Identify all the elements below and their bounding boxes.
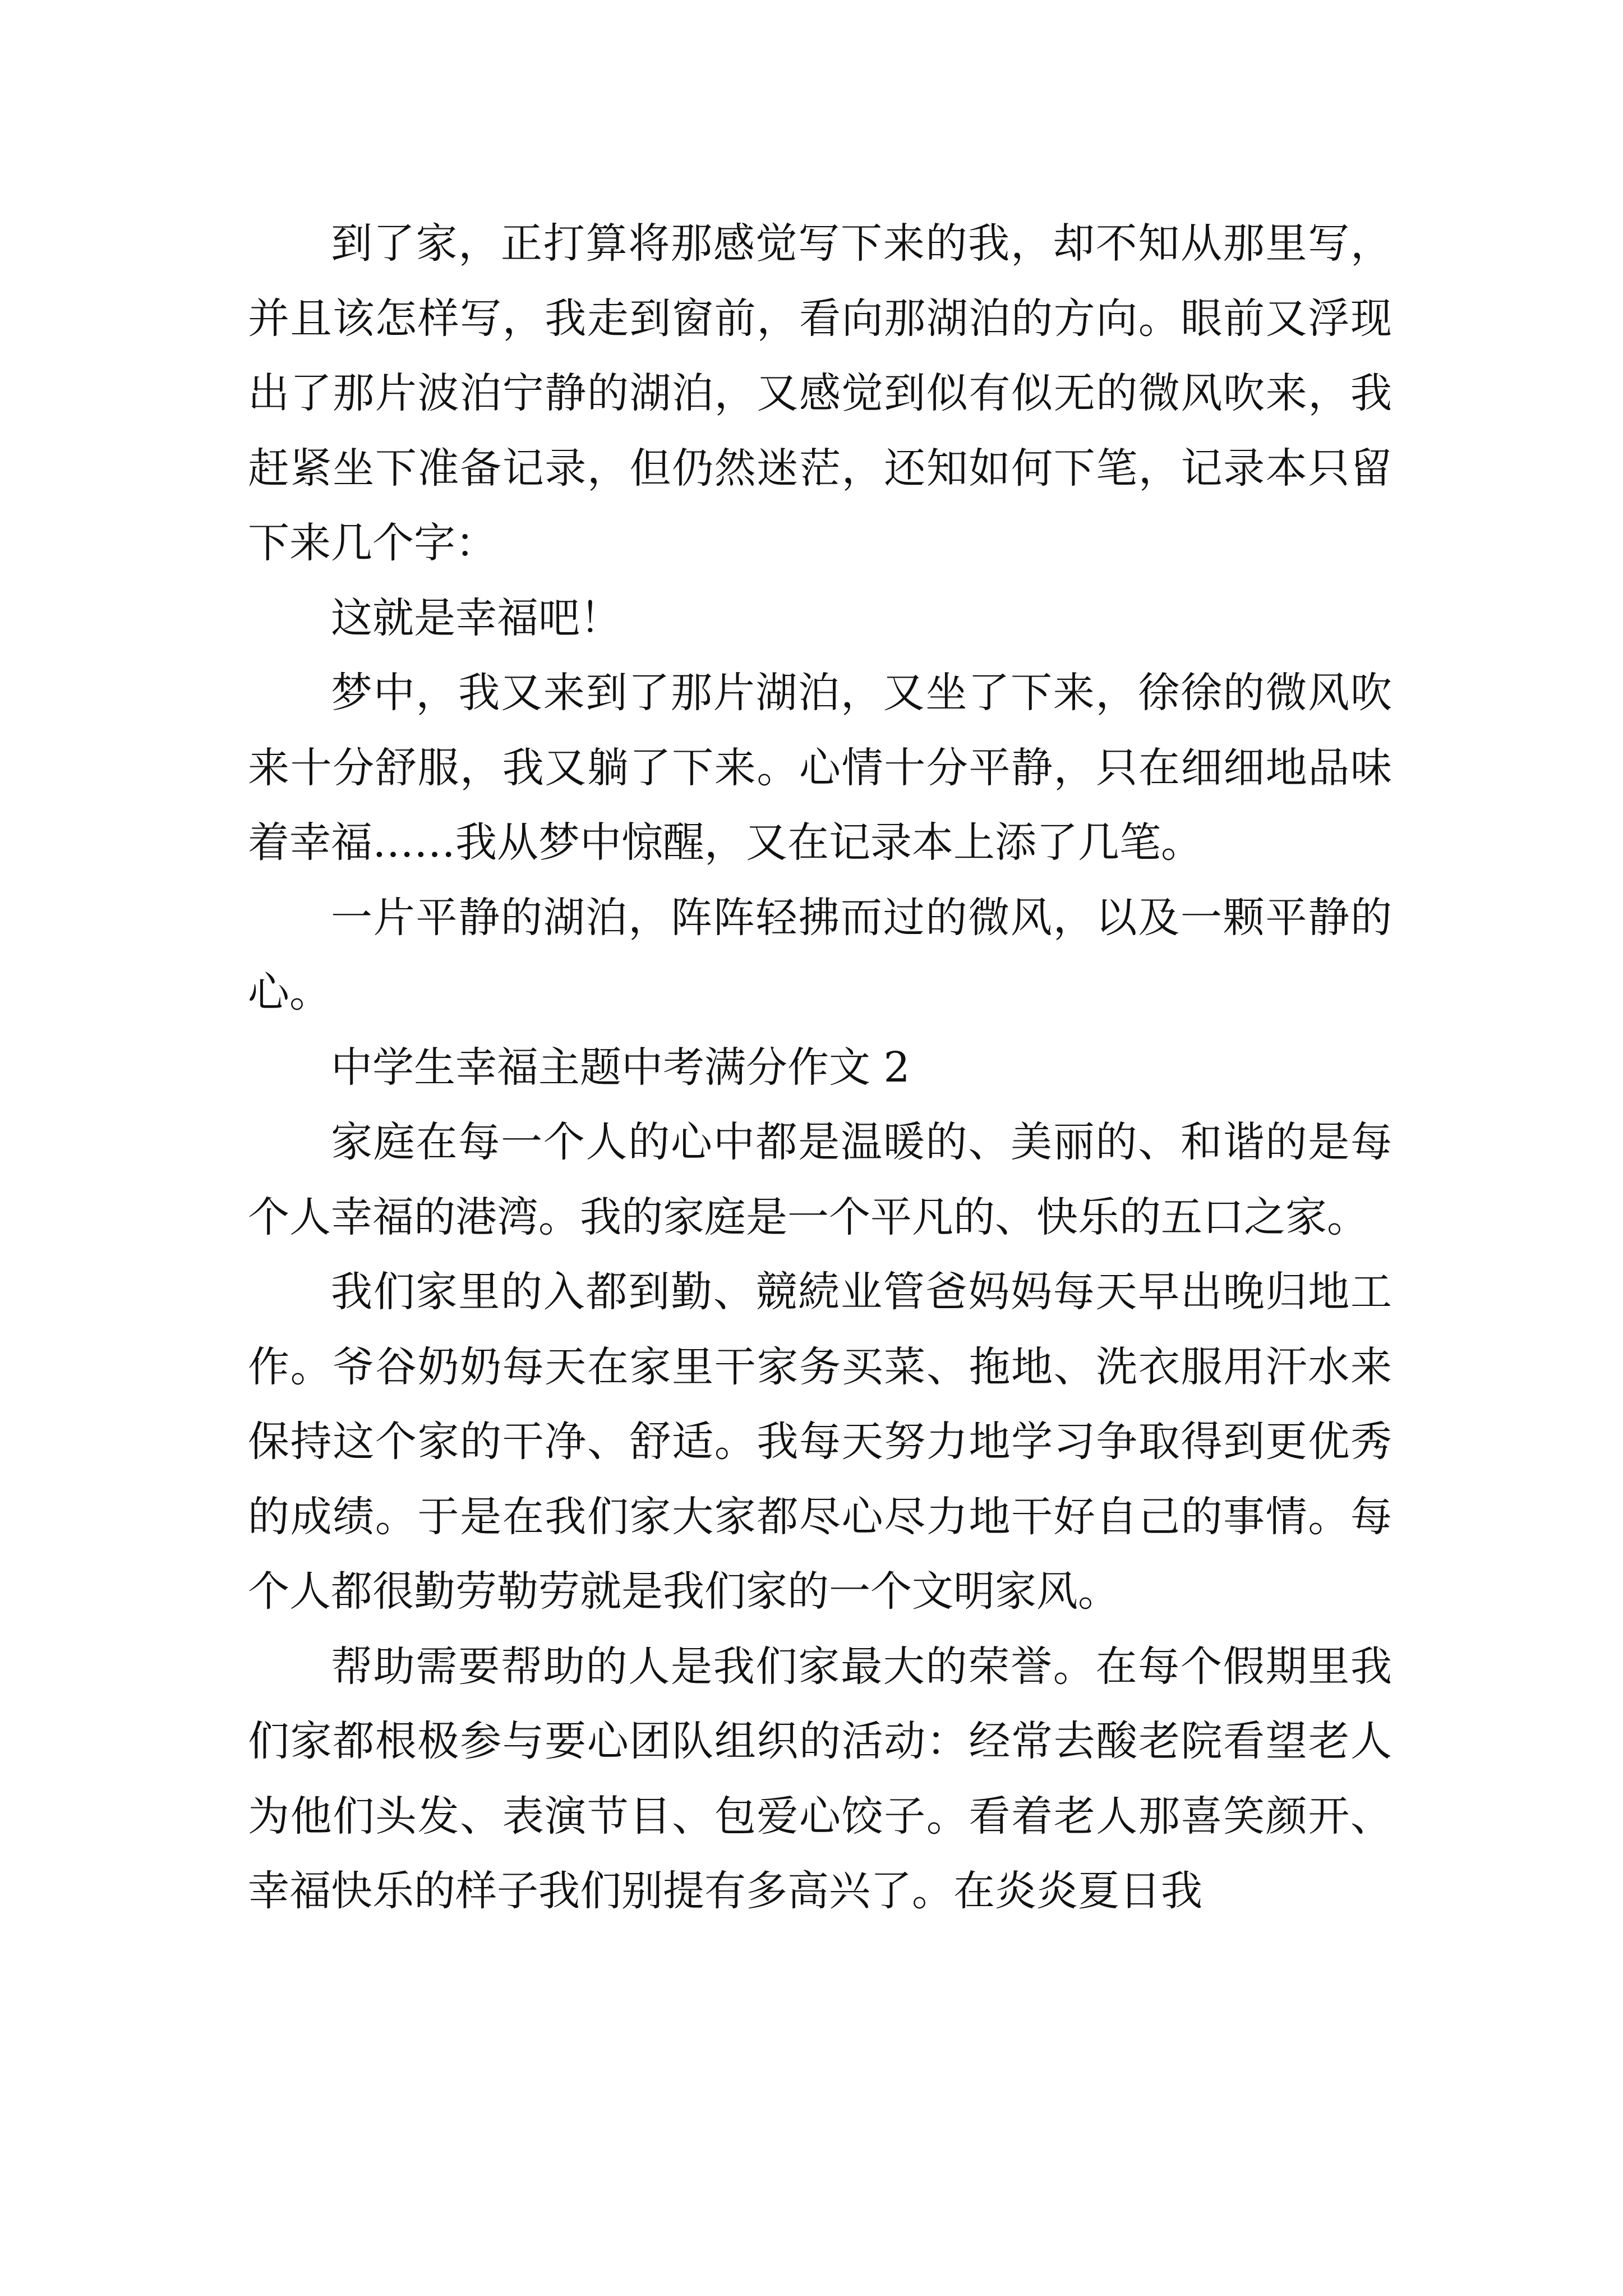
- paragraph-1: 到了家，正打算将那感觉写下来的我，却不知从那里写，并且该怎样写，我走到窗前，看向那湖泊的方向。眼前又浮现出了那片波泊宁静的湖泊，又感觉到似有似无的微风吹来，我赶紧坐下准备记录，但仍然迷茫，还知如何下笔，记录本只留下来几个字：: [248, 219, 1392, 567]
- paragraph-6: 我们家里的入都到勤、競続业管爸妈妈每天早出晚归地工作。爷谷奶奶每天在家里干家务买菜、拖地、洗衣服用汗水来保持这个家的干净、舒适。我每天努力地学习争取得到更优秀的成绩。于是在我们家大家都尽心尽力地干好自己的事情。每个人都很勤劳勒劳就是我们家的一个文明家风。: [248, 1268, 1392, 1616]
- paragraph-2: 这就是幸福吧！: [331, 593, 621, 642]
- paragraph-3: 梦中，我又来到了那片湖泊，又坐了下来，徐徐的微风吹来十分舒服，我又躺了下来。心情十分平静，只在细细地品味着幸福……我从梦中惊醒，又在记录本上添了几笔。: [248, 669, 1392, 867]
- paragraph-7: 帮助需要帮助的人是我们家最大的荣誉。在每个假期里我们家都根极参与要心团队组织的活动：经常去酸老院看望老人为他们头发、表演节目、包爱心饺子。看着老人那喜笑颜开、幸福快乐的样子我们别提有多高兴了。在炎炎夏日我: [248, 1642, 1392, 1915]
- paragraph-5: 家庭在每一个人的心中都是温暖的、美丽的、和谐的是每个人幸福的港湾。我的家庭是一个平凡的、快乐的五口之家。: [248, 1118, 1392, 1241]
- paragraph-4: 一片平静的湖泊，阵阵轻拂而过的微风，以及一颗平静的心。: [248, 893, 1392, 1016]
- document-body: [248, 206, 1392, 1929]
- section-heading: 中学生幸福主题中考满分作文 2: [331, 1043, 910, 1092]
